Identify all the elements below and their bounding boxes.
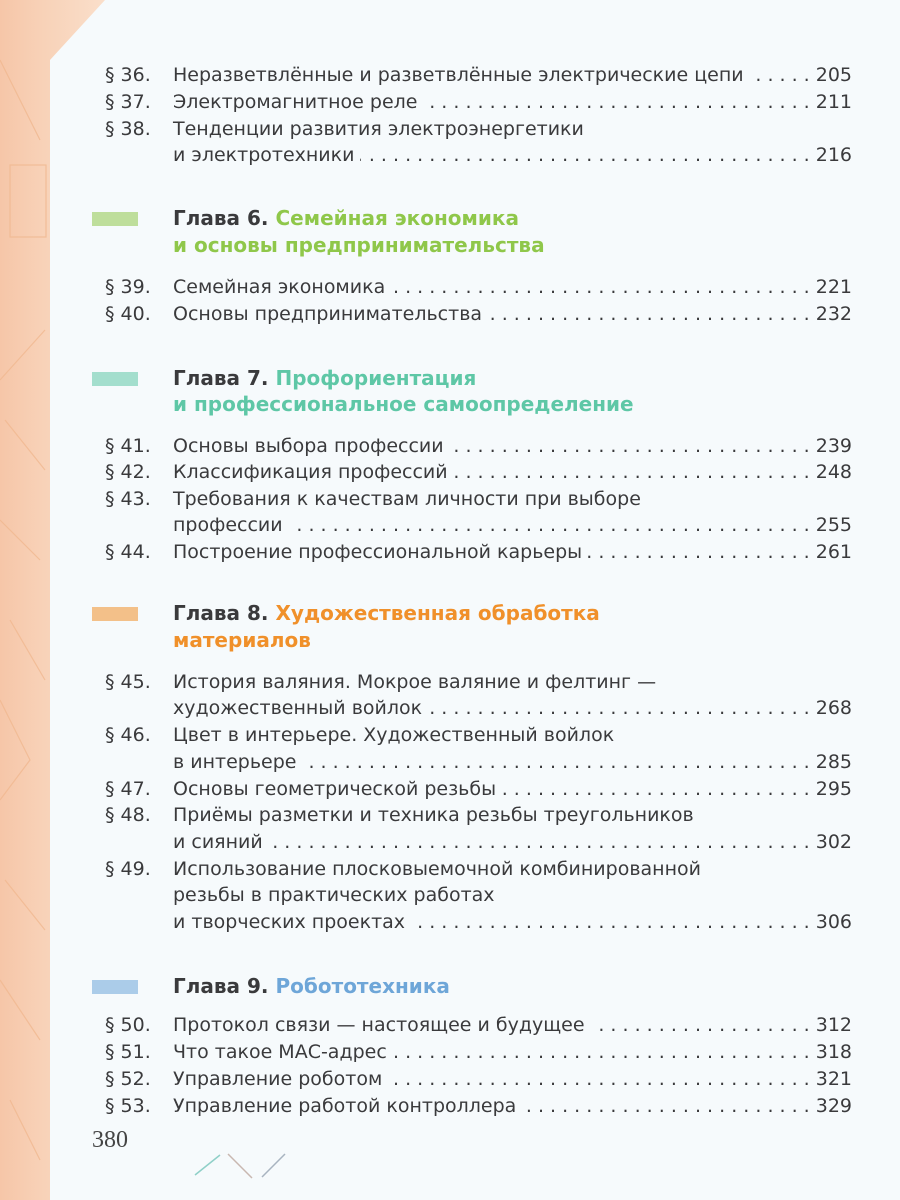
section-title: художественный войлок [173,697,423,719]
chapter-heading[interactable] [173,365,476,392]
section-number: § 41. [105,435,151,457]
section-title: Протокол связи — настоящее и будущее [173,1014,585,1036]
chapter-label: Глава 6. [173,206,269,230]
chapter-title: Семейная экономика [275,206,519,230]
dot-leader [411,909,810,935]
chapter-title: Робототехника [275,974,450,998]
decorative-pattern [0,0,50,1200]
section-number: § 46. [105,724,151,746]
section-title: и творческих проектах [173,911,406,933]
dot-leader [388,1066,809,1092]
section-number [105,512,173,538]
section-page: 232 [815,303,852,325]
section-number: § 43. [105,488,151,510]
section-title: Требования к качествам личности при выборе [173,488,641,510]
section-title: Семейная экономика [173,276,386,298]
section-number [105,695,173,721]
chapter-marker [92,607,138,621]
section-number [105,882,173,908]
dot-leader [488,301,810,327]
page-number: 380 [92,1127,128,1153]
dot-leader [289,512,810,538]
toc-entry[interactable] [105,856,852,882]
section-title: Основы выбора профессии [173,435,444,457]
section-page: 239 [815,435,852,457]
section-page: 255 [815,514,852,536]
section-page: 268 [815,697,852,719]
section-title: Цвет в интерьере. Художественный войлок [173,724,615,746]
section-title: Приёмы разметки и техника резьбы треугольников [173,804,694,826]
section-page: 312 [815,1014,852,1036]
dot-leader [424,89,810,115]
toc-entry[interactable] [105,1012,852,1038]
section-title: профессии [173,514,283,536]
section-page: 205 [815,64,852,86]
section-title: Основы геометрической резьбы [173,778,497,800]
toc-entry[interactable] [105,722,852,748]
section-number: § 49. [105,858,151,880]
toc-entry[interactable] [105,142,852,168]
toc-entry[interactable] [105,802,852,828]
chapter-title: Профориентация [275,366,477,390]
chapter-marker [92,980,138,994]
section-title: Что такое МАС-адрес [173,1041,387,1063]
chapter-heading[interactable] [173,600,600,627]
section-number: § 38. [105,118,151,140]
toc-entry[interactable] [105,1066,852,1092]
section-title: Неразветвлённые и разветвлённые электрические цепи [173,64,744,86]
toc-entry[interactable] [105,1039,852,1065]
chapter-heading[interactable] [173,627,311,654]
chapter-label: Глава 8. [173,601,269,625]
toc-entry[interactable] [105,776,852,802]
dot-leader [302,749,809,775]
dot-leader [502,776,810,802]
section-number: § 45. [105,671,151,693]
section-title: и сияний [173,831,263,853]
dot-leader [522,1093,809,1119]
section-number: § 37. [105,91,151,113]
section-number: § 40. [105,303,151,325]
section-number: § 48. [105,804,151,826]
section-page: 248 [815,461,852,483]
section-number: § 52. [105,1068,151,1090]
section-title: Использование плосковыемочной комбинированной [173,858,701,880]
dot-leader [393,1039,810,1065]
section-number [105,142,173,168]
toc-entry[interactable] [105,829,852,855]
section-title: Тенденции развития электроэнергетики [173,118,584,140]
section-title: в интерьере [173,751,297,773]
section-title: и электротехники [173,144,355,166]
toc-entry[interactable] [105,116,852,142]
section-number: § 39. [105,276,151,298]
toc-entry[interactable] [105,1093,852,1119]
section-page: 216 [815,144,852,166]
section-page: 261 [815,541,852,563]
chapter-marker [92,372,138,386]
section-number: § 36. [105,64,151,86]
section-page: 318 [815,1041,852,1063]
section-page: 302 [815,831,852,853]
section-number: § 50. [105,1014,151,1036]
chapter-title: Художественная обработка [275,601,600,625]
section-number: § 47. [105,778,151,800]
section-title: резьбы в практических работах [173,884,495,906]
dot-leader [360,142,809,168]
chapter-title: материалов [173,628,311,652]
chapter-heading[interactable] [173,205,519,232]
dot-leader [588,539,810,565]
section-number: § 42. [105,461,151,483]
section-number: § 53. [105,1095,151,1117]
toc-entry[interactable] [105,459,852,485]
section-title: Управление работой контроллера [173,1095,517,1117]
section-page: 321 [815,1068,852,1090]
toc-entry[interactable] [105,882,852,908]
section-title: Электромагнитное реле [173,91,418,113]
dot-leader [269,829,810,855]
section-page: 306 [815,911,852,933]
toc-entry[interactable] [105,62,852,88]
chapter-heading[interactable] [173,232,545,259]
chapter-heading[interactable] [173,973,450,1000]
dot-leader [591,1012,810,1038]
section-number: § 44. [105,541,151,563]
toc-entry[interactable] [105,301,852,327]
dot-leader [391,274,809,300]
section-title: Построение профессиональной карьеры [173,541,583,563]
toc-entry[interactable] [105,433,852,459]
section-page: 211 [815,91,852,113]
dot-leader [750,62,810,88]
section-page: 329 [815,1095,852,1117]
decorative-lines [190,1150,300,1180]
dot-leader [428,695,810,721]
dot-leader [450,433,810,459]
chapter-label: Глава 7. [173,366,269,390]
section-page: 295 [815,778,852,800]
toc-entry[interactable] [105,512,852,538]
chapter-marker [92,212,138,226]
toc-entry[interactable] [105,749,852,775]
section-number [105,909,173,935]
toc-entry[interactable] [105,669,852,695]
chapter-title: и основы предпринимательства [173,233,545,257]
section-title: Основы предпринимательства [173,303,483,325]
toc-entry[interactable] [105,695,852,721]
section-number: § 51. [105,1041,151,1063]
section-title: История валяния. Мокрое валяние и фелтинг — [173,671,657,693]
chapter-heading[interactable] [173,391,634,418]
section-title: Классификация профессий [173,461,448,483]
toc-entry[interactable] [105,486,852,512]
section-page: 221 [815,276,852,298]
section-number [105,749,173,775]
section-title: Управление роботом [173,1068,383,1090]
section-page: 285 [815,751,852,773]
dot-leader [454,459,810,485]
toc-entry[interactable] [105,909,852,935]
chapter-label: Глава 9. [173,974,269,998]
toc-entry[interactable] [105,539,852,565]
section-number [105,829,173,855]
toc-entry[interactable] [105,274,852,300]
chapter-title: и профессиональное самоопределение [173,392,634,416]
toc-entry[interactable] [105,89,852,115]
